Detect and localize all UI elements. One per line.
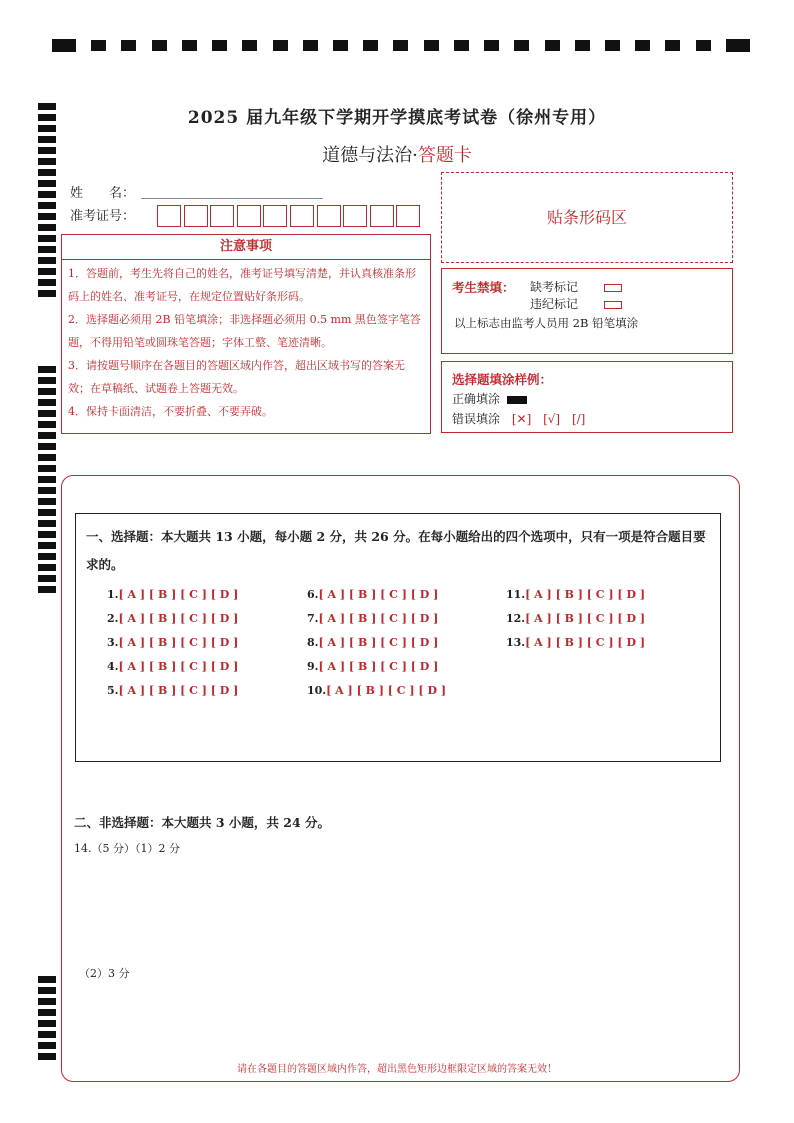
- timing-mark: [38, 498, 56, 505]
- exam-number-boxes[interactable]: [157, 205, 423, 227]
- answer-options[interactable]: [ A ] [ B ] [ C ] [ D ]: [118, 636, 239, 649]
- answer-options[interactable]: [ A ] [ B ] [ C ] [ D ]: [118, 588, 239, 601]
- proctor-note: 以上标志由监考人员用 2B 铅笔填涂: [454, 316, 639, 330]
- exam-number-digit-box[interactable]: [290, 205, 314, 227]
- timing-mark: [38, 487, 56, 494]
- question-number: 6.: [307, 588, 319, 601]
- timing-mark: [38, 290, 56, 297]
- choice-question-4[interactable]: [107, 660, 238, 673]
- absent-mark-label: 缺考标记: [530, 280, 579, 294]
- question-number: 9.: [307, 660, 319, 673]
- choice-question-8[interactable]: [307, 636, 438, 649]
- top-timing-markers: [52, 38, 750, 52]
- notice-item-3: 3．请按题号顺序在各题目的答题区域内作答，超出区域书写的答案无效；在草稿纸、试题卷上答题无效。: [68, 359, 405, 395]
- wrong-fill-row: [452, 410, 585, 427]
- answer-options[interactable]: [ A ] [ B ] [ C ] [ D ]: [525, 636, 646, 649]
- exam-number-digit-box[interactable]: [343, 205, 367, 227]
- timing-mark: [38, 399, 56, 406]
- barcode-area: [441, 172, 733, 263]
- page-subtitle: [0, 141, 794, 167]
- timing-mark: [52, 39, 76, 52]
- timing-mark: [38, 443, 56, 450]
- timing-mark: [303, 40, 318, 51]
- answer-options[interactable]: [ A ] [ B ] [ C ] [ D ]: [118, 612, 239, 625]
- timing-mark: [38, 246, 56, 253]
- timing-mark: [38, 987, 56, 994]
- question-14-part-1: 14.（5 分）（1）2 分: [74, 842, 180, 855]
- timing-mark: [363, 40, 378, 51]
- violation-mark-box[interactable]: [604, 301, 622, 309]
- timing-mark: [38, 410, 56, 417]
- choice-heading: 一、选择题：本大题共 13 小题，每小题 2 分，共 26 分。在每小题给出的四个选项中，只有一项是符合题目要求的。: [86, 529, 706, 572]
- violation-mark-row: [530, 295, 622, 312]
- timing-mark: [38, 553, 56, 560]
- choice-question-1[interactable]: [107, 588, 238, 601]
- timing-mark: [38, 575, 56, 582]
- wrong-fill-cross: [✕]: [511, 412, 532, 426]
- barcode-label: 贴条形码区: [546, 208, 627, 227]
- timing-mark: [38, 1053, 56, 1060]
- exam-number-digit-box[interactable]: [237, 205, 261, 227]
- timing-mark: [38, 191, 56, 198]
- exam-number-label: 准考证号：: [70, 209, 136, 224]
- exam-number-digit-box[interactable]: [210, 205, 234, 227]
- absent-mark-box[interactable]: [604, 284, 622, 292]
- exam-number-digit-box[interactable]: [396, 205, 420, 227]
- answer-options[interactable]: [ A ] [ B ] [ C ] [ D ]: [318, 636, 439, 649]
- question-number: 2.: [107, 612, 119, 625]
- subtitle-accent: 答题卡: [417, 145, 472, 166]
- question-number: 3.: [107, 636, 119, 649]
- proctor-marks-label: 考生禁填：: [452, 280, 515, 295]
- proctor-marks-box: [441, 268, 733, 354]
- fill-sample-title: 选择题填涂样例：: [452, 372, 553, 387]
- timing-mark: [38, 224, 56, 231]
- answer-options[interactable]: [ A ] [ B ] [ C ] [ D ]: [318, 612, 439, 625]
- timing-mark: [38, 542, 56, 549]
- question-number: 8.: [307, 636, 319, 649]
- choice-question-13[interactable]: [506, 636, 645, 649]
- timing-mark: [665, 40, 680, 51]
- choice-question-5[interactable]: [107, 684, 238, 697]
- notice-item-4: 4．保持卡面清洁，不要折叠、不要弄破。: [68, 405, 273, 418]
- wrong-fill-check: [√]: [543, 412, 561, 426]
- answer-options[interactable]: [ A ] [ B ] [ C ] [ D ]: [326, 684, 447, 697]
- exam-number-digit-box[interactable]: [184, 205, 208, 227]
- timing-mark: [38, 564, 56, 571]
- notice-title: 注意事项: [62, 235, 430, 260]
- question-number: 5.: [107, 684, 119, 697]
- wrong-fill-label: 错误填涂: [452, 412, 501, 426]
- timing-mark: [38, 421, 56, 428]
- timing-mark: [38, 454, 56, 461]
- timing-mark: [273, 40, 288, 51]
- timing-mark: [38, 268, 56, 275]
- choice-question-10[interactable]: [307, 684, 446, 697]
- timing-mark: [38, 1009, 56, 1016]
- notice-item-1: 1．答题前，考生先将自己的姓名，准考证号填写清楚，并认真核准条形码上的姓名、准考证号，在规定位置贴好条形码。: [68, 267, 416, 303]
- timing-mark: [38, 213, 56, 220]
- answer-options[interactable]: [ A ] [ B ] [ C ] [ D ]: [118, 684, 239, 697]
- timing-mark: [575, 40, 590, 51]
- correct-fill-label: 正确填涂: [452, 392, 501, 406]
- timing-mark: [38, 520, 56, 527]
- notice-item-2: 2．选择题必须用 2B 铅笔填涂；非选择题必须用 0.5 mm 黑色签字笔答题，不得用铅笔或圆珠笔答题；字体工整、笔迹清晰。: [68, 313, 421, 349]
- left-timing-markers-lower: [38, 976, 56, 1064]
- question-number: 10.: [307, 684, 327, 697]
- timing-mark: [393, 40, 408, 51]
- choice-question-3[interactable]: [107, 636, 238, 649]
- left-timing-markers-middle: [38, 366, 56, 597]
- timing-mark: [514, 40, 529, 51]
- timing-mark: [38, 202, 56, 209]
- timing-mark: [38, 1020, 56, 1027]
- question-number: 13.: [506, 636, 526, 649]
- timing-mark: [333, 40, 348, 51]
- subtitle-subject: 道德与法治·: [322, 145, 418, 166]
- name-input-line[interactable]: [141, 198, 323, 199]
- question-number: 12.: [506, 612, 526, 625]
- timing-mark: [38, 1031, 56, 1038]
- timing-mark: [38, 366, 56, 373]
- footer-note: 请在各题目的答题区域内作答，超出黑色矩形边框限定区域的答案无效！: [237, 1064, 557, 1075]
- answer-options[interactable]: [ A ] [ B ] [ C ] [ D ]: [525, 612, 646, 625]
- answer-options[interactable]: [ A ] [ B ] [ C ] [ D ]: [118, 660, 239, 673]
- answer-options[interactable]: [ A ] [ B ] [ C ] [ D ]: [318, 660, 439, 673]
- timing-mark: [635, 40, 650, 51]
- exam-number-digit-box[interactable]: [370, 205, 394, 227]
- answer-options[interactable]: [ A ] [ B ] [ C ] [ D ]: [318, 588, 439, 601]
- timing-mark: [38, 432, 56, 439]
- page-title: 2025 届九年级下学期开学摸底考试卷（徐州专用）: [187, 108, 607, 128]
- timing-mark: [182, 40, 197, 51]
- timing-mark: [38, 180, 56, 187]
- timing-mark: [38, 998, 56, 1005]
- timing-mark: [38, 509, 56, 516]
- answer-space-14-2[interactable]: [74, 985, 724, 1055]
- question-number: 11.: [506, 588, 526, 601]
- timing-mark: [38, 169, 56, 176]
- timing-mark: [121, 40, 136, 51]
- question-14-part-2: （2）3 分: [79, 967, 130, 980]
- correct-fill-mark: [507, 396, 527, 404]
- fill-sample-box: [441, 361, 733, 433]
- non-choice-heading: 二、非选择题：本大题共 3 小题，共 24 分。: [74, 815, 331, 830]
- violation-mark-label: 违纪标记: [530, 297, 579, 311]
- choice-question-12[interactable]: [506, 612, 645, 625]
- exam-number-digit-box[interactable]: [317, 205, 341, 227]
- timing-mark: [38, 531, 56, 538]
- timing-mark: [38, 1042, 56, 1049]
- choice-section: [75, 513, 721, 762]
- absent-mark-row: [530, 278, 622, 295]
- choice-question-9[interactable]: [307, 660, 438, 673]
- question-number: 1.: [107, 588, 119, 601]
- question-number: 4.: [107, 660, 119, 673]
- answer-space-14-1[interactable]: [74, 858, 724, 958]
- question-number: 7.: [307, 612, 319, 625]
- timing-mark: [38, 257, 56, 264]
- choice-question-7[interactable]: [307, 612, 438, 625]
- left-timing-markers-upper: [38, 103, 56, 301]
- exam-number-digit-box[interactable]: [263, 205, 287, 227]
- timing-mark: [242, 40, 257, 51]
- timing-mark: [696, 40, 711, 51]
- exam-number-digit-box[interactable]: [157, 205, 181, 227]
- timing-mark: [38, 586, 56, 593]
- notice-box: [61, 234, 431, 434]
- choice-question-2[interactable]: [107, 612, 238, 625]
- choice-question-6[interactable]: [307, 588, 438, 601]
- timing-mark: [38, 279, 56, 286]
- timing-mark: [91, 40, 106, 51]
- timing-mark: [726, 39, 750, 52]
- correct-fill-row: [452, 390, 527, 407]
- timing-mark: [454, 40, 469, 51]
- name-label: 姓 名：: [70, 186, 136, 201]
- timing-mark: [38, 476, 56, 483]
- timing-mark: [38, 235, 56, 242]
- timing-mark: [605, 40, 620, 51]
- wrong-fill-slash: [/]: [571, 412, 586, 426]
- timing-mark: [212, 40, 227, 51]
- timing-mark: [38, 465, 56, 472]
- timing-mark: [545, 40, 560, 51]
- timing-mark: [38, 976, 56, 983]
- choice-question-11[interactable]: [506, 588, 645, 601]
- answer-options[interactable]: [ A ] [ B ] [ C ] [ D ]: [525, 588, 646, 601]
- timing-mark: [38, 388, 56, 395]
- timing-mark: [424, 40, 439, 51]
- timing-mark: [152, 40, 167, 51]
- timing-mark: [38, 377, 56, 384]
- timing-mark: [484, 40, 499, 51]
